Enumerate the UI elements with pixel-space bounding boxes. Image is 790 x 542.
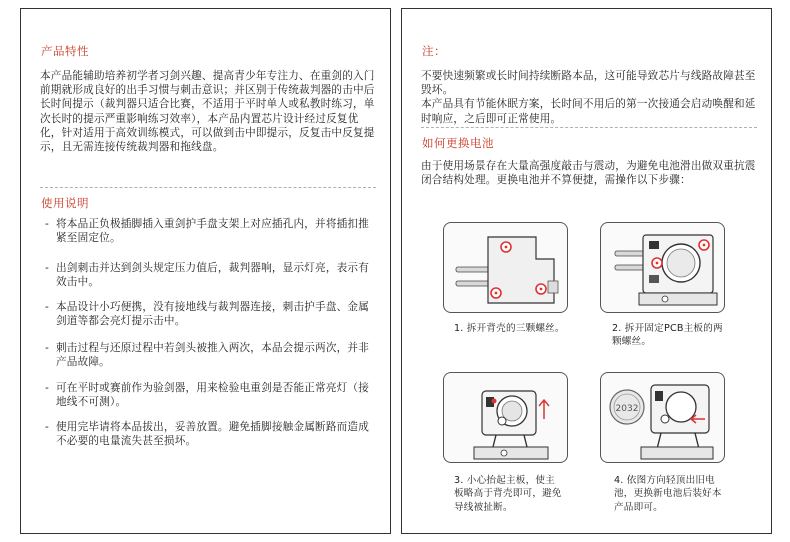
- features-text: 本产品能辅助培养初学者习剑兴趣、提高青少年专注力、在重剑的入门前期就形成良好的出手习惯与刺击意识；并区别于传统裁判器的击中后长时间提示（裁判器只适合比赛，不适用于平时单人或私教时练习，单次长时的提示严重影响练习效率），本产品内置芯片设计经过反复优化，针对适用于高效训练模式，可以做到击中即提示，反复击中反复提示，且无需连接传统裁判器和拖线盘。: [40, 70, 375, 154]
- product-panel-left: [20, 8, 391, 534]
- battery-title: 如何更换电池: [422, 136, 494, 150]
- usage-item-2: - 出剑刺击并达到剑头规定压力值后，裁判器响，显示灯亮，表示有效击中。: [45, 262, 370, 289]
- usage-item-3: - 本品设计小巧便携，没有接地线与裁判器连接，刺击护手盘、金属剑道等都会亮灯提示击中。: [45, 301, 370, 328]
- step-4-caption: 4. 依图方向轻顶出旧电池，更换新电池后装好本产品即可。: [614, 475, 722, 513]
- usage-title: 使用说明: [41, 196, 89, 210]
- usage-item-4: - 刺击过程与还原过程中若剑头被推入两次，本品会提示两次，并非产品故障。: [45, 342, 370, 369]
- usage-item-5: - 可在平时或赛前作为验剑器，用来检验电重剑是否能正常亮灯（接地线不可测）。: [45, 382, 370, 409]
- step-1-figure: [443, 222, 568, 313]
- battery-text: 由于使用场景存在大量高强度敲击与震动，为避免电池滑出做双重抗震闭合结构处理。更换电池并不算便捷，需操作以下步骤：: [421, 160, 756, 187]
- step-4-figure: [600, 372, 725, 463]
- note-text: 不要快速频繁或长时间持续断路本品，这可能导致芯片与线路故障甚至毁坏。 本产品具有节能休眠方案，长时间不用后的第一次接通会启动唤醒和延时响应，之后即可正常使用。: [421, 70, 756, 125]
- section-divider: [40, 187, 376, 188]
- usage-item-6: - 使用完毕请将本品拔出，妥善放置。避免插脚接触金属断路而造成不必要的电量流失甚至损坏。: [45, 421, 370, 448]
- features-title: 产品特性: [41, 44, 89, 58]
- step-3-caption: 3. 小心抬起主板，使主板略高于背壳即可，避免导线被扯断。: [454, 475, 562, 513]
- step-2-figure: [600, 222, 725, 313]
- usage-item-1: - 将本品正负极插脚插入重剑护手盘支架上对应插孔内，并将插扣推紧至固定位。: [45, 218, 370, 245]
- product-panel-right: [401, 8, 772, 534]
- battery-label-text: 2032: [615, 404, 639, 414]
- step-2-caption: 2. 拆开固定PCB主板的两颗螺丝。: [612, 323, 723, 348]
- step-1-caption: 1. 拆开背壳的三颗螺丝。: [454, 323, 565, 334]
- step-3-figure: [443, 372, 568, 463]
- note-title: 注：: [422, 44, 446, 58]
- section-divider: [421, 127, 757, 128]
